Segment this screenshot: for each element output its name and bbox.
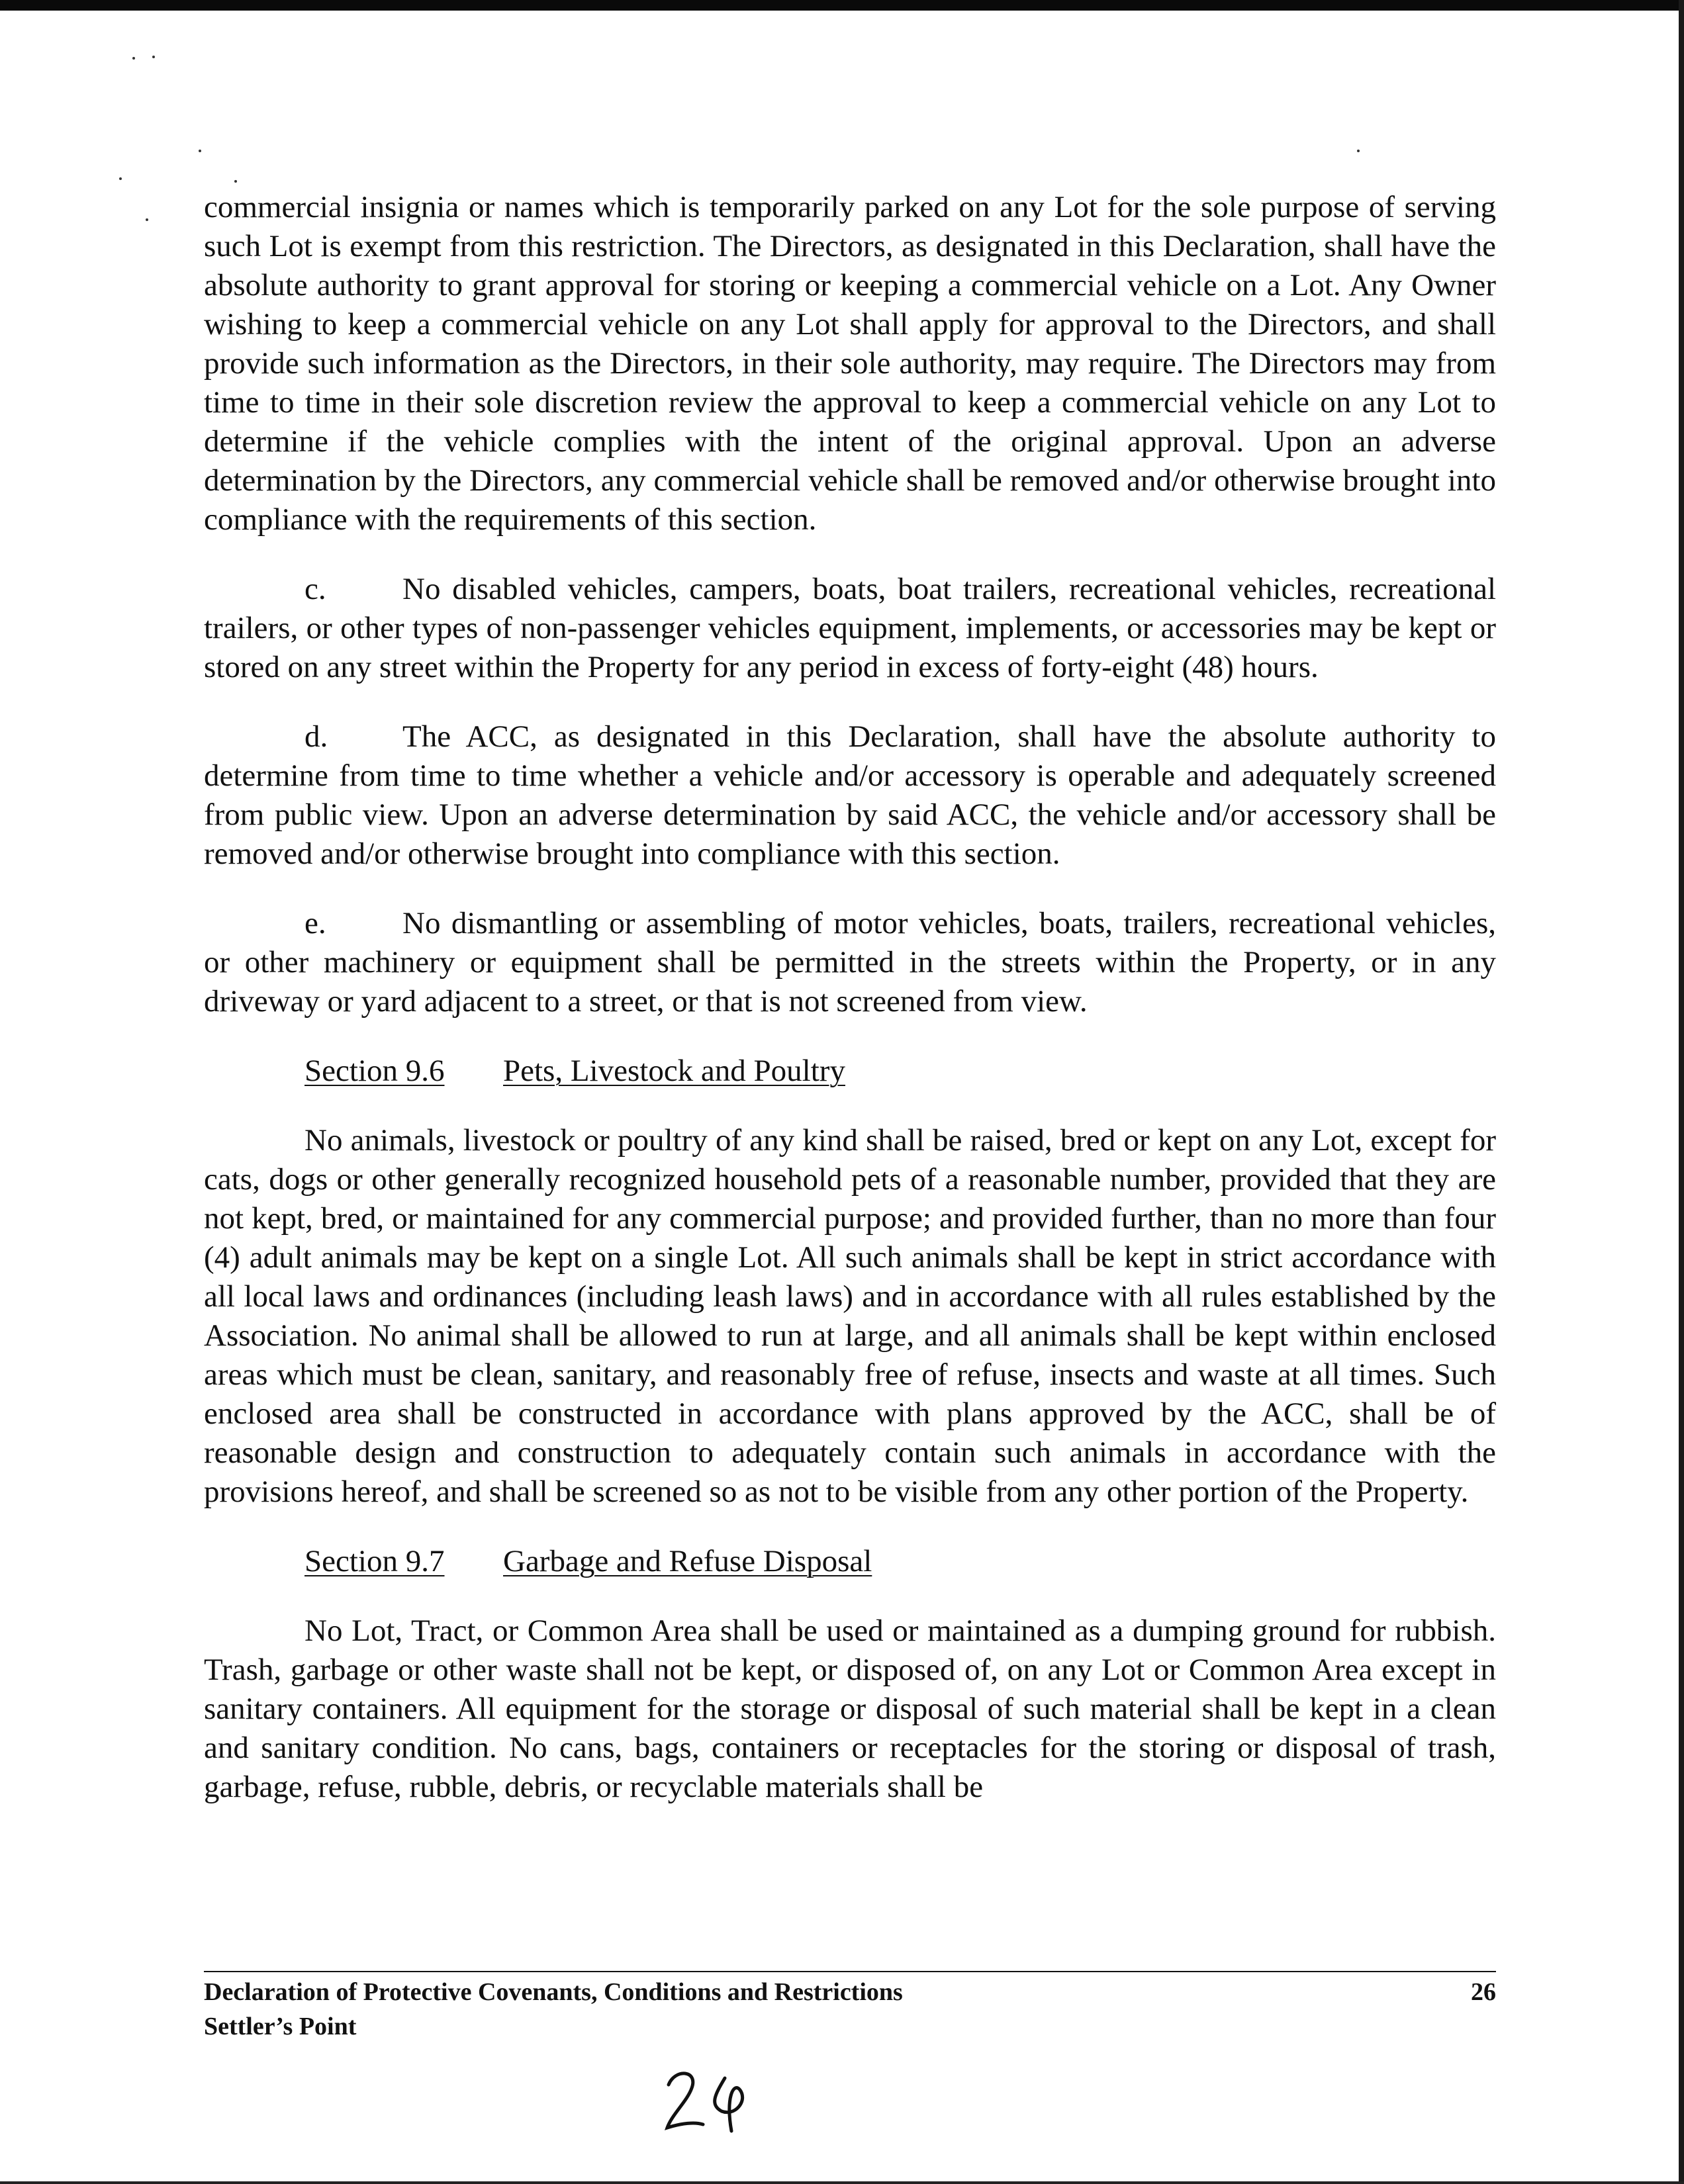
- scan-speck: [199, 150, 201, 152]
- list-item-text: The ACC, as designated in this Declaration, shall have the absolute authority to determine from time to time whether a vehicle and/or accessory is operable and adequately screened from public view. Upon an adverse determination by said ACC, the vehicle and/or accessory shall be removed and/or otherwise brought into compliance with this section.: [204, 719, 1496, 871]
- footer-subtitle: Settler’s Point: [204, 2013, 357, 2040]
- page-number: 26: [1471, 1978, 1496, 2006]
- scan-bottom-border: [0, 2181, 1684, 2184]
- list-item-letter: e.: [304, 906, 326, 940]
- list-item-text: No dismantling or assembling of motor vehicles, boats, trailers, recreational vehicles, or other machinery or equipment shall be permitted in the streets within the Property, or in any driveway or yard adjacent to a street, or that is not screened from view.: [204, 906, 1496, 1019]
- list-item-c: [204, 570, 1496, 687]
- scan-speck: [234, 180, 237, 183]
- scan-speck: [132, 57, 135, 60]
- section-title: Garbage and Refuse Disposal: [503, 1544, 872, 1578]
- document-body: [204, 188, 1496, 1807]
- continuation-paragraph: commercial insignia or names which is temporarily parked on any Lot for the sole purpose of serving such Lot is exempt from this restriction. The Directors, as designated in this Declaration, shall have the absolute authority to grant approval for storing or keeping a commercial vehicle on a Lot. Any Owner wishing to keep a commercial vehicle on any Lot shall apply for approval to the Directors, and shall provide such information as the Directors, in their sole authority, may require. The Directors may from time to time in their sole discretion review the approval to keep a commercial vehicle on any Lot to determine if the vehicle complies with the intent of the original approval. Upon an adverse determination by the Directors, any commercial vehicle shall be removed and/or otherwise brought into compliance with the requirements of this section.: [204, 190, 1496, 537]
- section-number: Section 9.6: [304, 1054, 445, 1088]
- scan-speck: [119, 177, 122, 180]
- section-title: Pets, Livestock and Poultry: [503, 1054, 845, 1088]
- scan-speck: [146, 218, 148, 221]
- footer-title: Declaration of Protective Covenants, Conditions and Restrictions: [204, 1978, 903, 2006]
- list-item-d: [204, 717, 1496, 874]
- section-9-7-body: No Lot, Tract, or Common Area shall be used or maintained as a dumping ground for rubbish. Trash, garbage or other waste shall not be kept, or disposed of, on any Lot or Common Area except in sanitary containers. All equipment for the storage or disposal of such material shall be kept in a clean and sanitary condition. No cans, bags, containers or receptacles for the storing or disposal of trash, garbage, refuse, rubble, debris, or recyclable materials shall be: [204, 1614, 1496, 1804]
- scan-top-border: [0, 0, 1684, 11]
- scan-right-border: [1679, 0, 1684, 2184]
- list-item-letter: d.: [304, 719, 328, 754]
- section-number: Section 9.7: [304, 1544, 445, 1578]
- page-footer: [204, 1971, 1496, 2044]
- handwritten-page-mark: [662, 2065, 755, 2138]
- section-9-6-body: No animals, livestock or poultry of any kind shall be raised, bred or kept on any Lot, except for cats, dogs or other generally recognized household pets of a reasonable number, provided that they are not kept, bred, or maintained for any commercial purpose; and provided further, than no more than four (4) adult animals may be kept on a single Lot. All such animals shall be kept in strict accordance with all local laws and ordinances (including leash laws) and in accordance with all rules established by the Association. No animal shall be allowed to run at large, and all animals shall be kept within enclosed areas which must be clean, sanitary, and reasonably free of refuse, insects and waste at all times. Such enclosed area shall be constructed in accordance with plans approved by the ACC, shall be of reasonable design and construction to adequately contain such animals in accordance with the provisions hereof, and shall be screened so as not to be visible from any other portion of the Property.: [204, 1123, 1496, 1509]
- scan-speck: [1357, 150, 1360, 152]
- list-item-letter: c.: [304, 572, 326, 606]
- scan-speck: [152, 56, 155, 58]
- section-9-6-heading: [304, 1052, 1496, 1091]
- section-9-7-heading: [304, 1542, 1496, 1581]
- list-item-text: No disabled vehicles, campers, boats, boat trailers, recreational vehicles, recreational trailers, or other types of non-passenger vehicles equipment, implements, or accessories may be kept or stored on any street within the Property for any period in excess of forty-eight (48) hours.: [204, 572, 1496, 684]
- list-item-e: [204, 904, 1496, 1021]
